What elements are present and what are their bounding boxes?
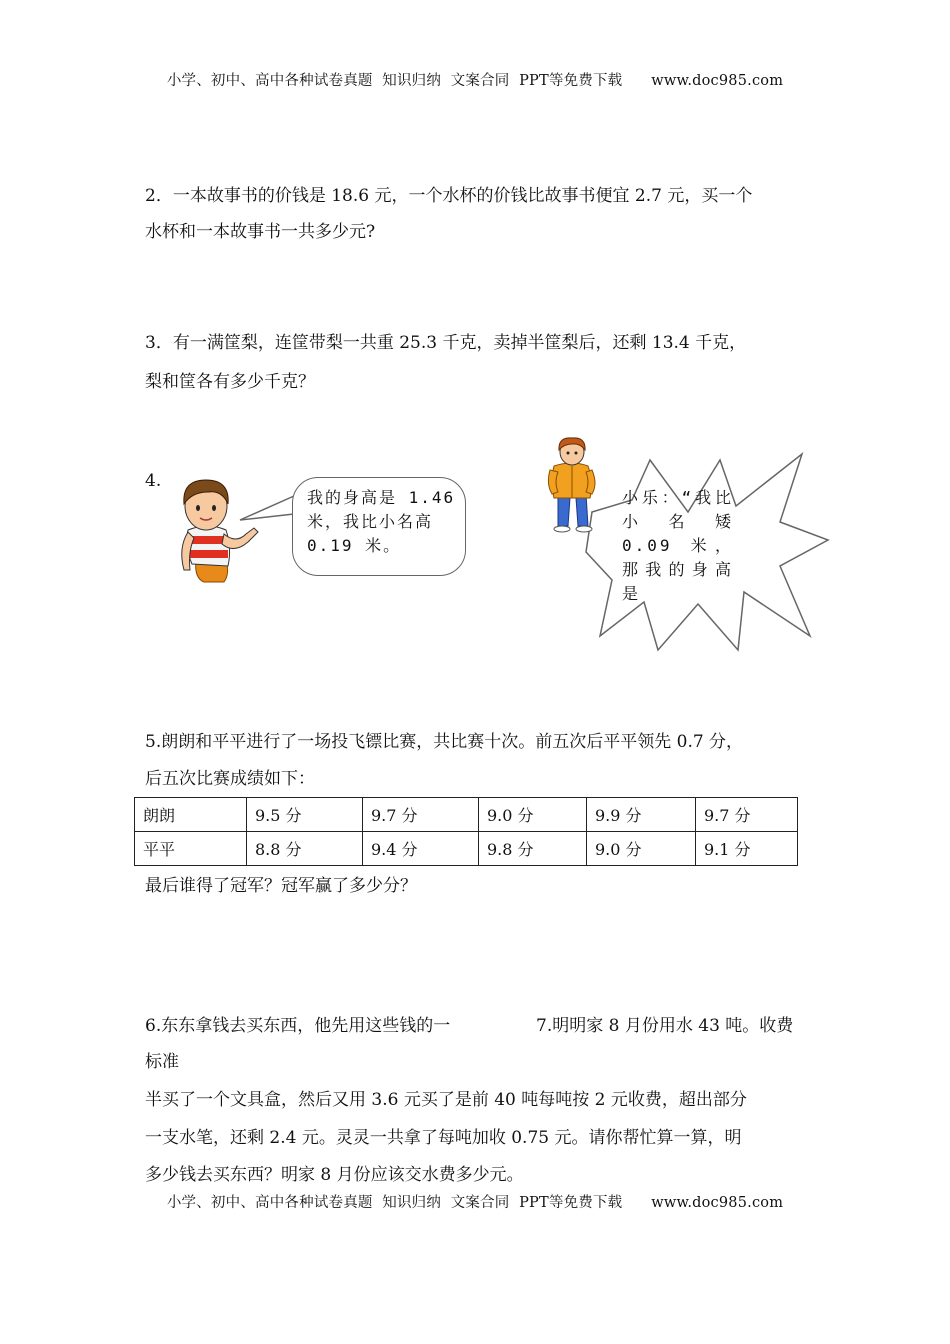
q7-line-1: 7.明明家 8 月份用水 43 吨。收费 bbox=[536, 1016, 794, 1036]
q67-line-5: 多少钱去买东西？明家 8 月份应该交水费多少元。 bbox=[145, 1165, 524, 1185]
q6-line-1: 6.东东拿钱去买东西，他先用这些钱的一 bbox=[145, 1016, 451, 1036]
q5-question: 最后谁得了冠军？冠军赢了多少分？ bbox=[145, 876, 417, 896]
starburst-bubble-text: 小乐：“我比 小 名 矮 0.09 米，那我的身高是 bbox=[622, 488, 734, 603]
table-cell: 9.1 分 bbox=[696, 832, 798, 866]
speech-bubble-left-text: 我的身高是 1.46 米，我比小名高 0.19 米。 bbox=[307, 488, 456, 555]
q3-line-1: 3．有一满筐梨，连筐带梨一共重 25.3 千克，卖掉半筐梨后，还剩 13.4 千克， bbox=[145, 333, 747, 353]
table-row bbox=[135, 798, 798, 832]
table-cell: 平平 bbox=[135, 832, 247, 866]
q4-number: 4. bbox=[145, 471, 162, 491]
table-cell: 9.5 分 bbox=[247, 798, 363, 832]
speech-bubble-tail bbox=[238, 490, 298, 530]
q2-line-1: 2．一本故事书的价钱是 18.6 元，一个水杯的价钱比故事书便宜 2.7 元，买一个 bbox=[145, 186, 753, 206]
table-cell: 9.9 分 bbox=[587, 798, 696, 832]
table-cell: 9.7 分 bbox=[363, 798, 479, 832]
score-table bbox=[134, 797, 798, 866]
table-cell: 8.8 分 bbox=[247, 832, 363, 866]
table-row bbox=[135, 832, 798, 866]
table-cell: 9.4 分 bbox=[363, 832, 479, 866]
table-cell: 9.7 分 bbox=[696, 798, 798, 832]
boy-orange-jacket-illustration bbox=[544, 436, 600, 536]
page-footer: 小学、初中、高中各种试卷真题 知识归纳 文案合同 PPT等免费下载 www.doc985.com bbox=[166, 1195, 784, 1211]
q67-line-3: 半买了一个文具盒，然后又用 3.6 元买了是前 40 吨每吨按 2 元收费，超出部分 bbox=[145, 1090, 747, 1110]
table-cell: 9.0 分 bbox=[587, 832, 696, 866]
q2-line-2: 水杯和一本故事书一共多少元? bbox=[145, 222, 376, 242]
q3-line-2: 梨和筐各有多少千克？ bbox=[145, 372, 315, 392]
table-cell: 9.0 分 bbox=[479, 798, 587, 832]
q67-line-2: 标准 bbox=[145, 1052, 179, 1072]
q67-line-4: 一支水笔，还剩 2.4 元。灵灵一共拿了每吨加收 0.75 元。请你帮忙算一算，明 bbox=[145, 1128, 742, 1148]
page-header: 小学、初中、高中各种试卷真题 知识归纳 文案合同 PPT等免费下载 www.doc985.com bbox=[166, 73, 784, 89]
q5-line-2: 后五次比赛成绩如下： bbox=[145, 769, 315, 789]
table-cell: 9.8 分 bbox=[479, 832, 587, 866]
q5-line-1: 5.朗朗和平平进行了一场投飞镖比赛，共比赛十次。前五次后平平领先 0.7 分， bbox=[145, 732, 744, 752]
table-cell: 朗朗 bbox=[135, 798, 247, 832]
